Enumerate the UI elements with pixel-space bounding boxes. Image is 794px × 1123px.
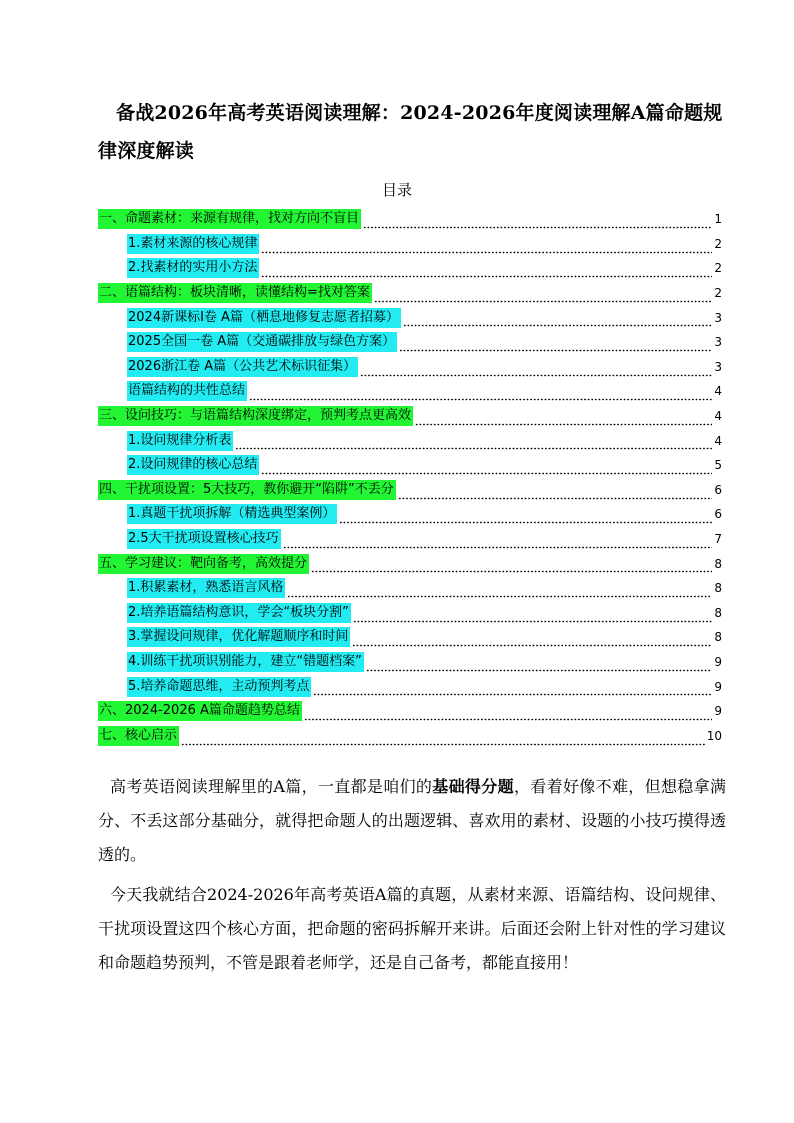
toc-entry-title[interactable]: 1.素材来源的核心规律 (127, 234, 259, 254)
toc-entry[interactable] (98, 404, 722, 429)
toc-entry-page-number: 7 (714, 532, 722, 547)
toc-entry[interactable] (98, 502, 722, 527)
toc-entry[interactable] (98, 453, 722, 478)
toc-entry-page-number: 5 (714, 458, 722, 473)
toc-entry[interactable] (98, 305, 722, 330)
toc-entry-title[interactable]: 1.真题干扰项拆解（精选典型案例） (127, 504, 337, 524)
toc-dot-leader (339, 519, 712, 527)
toc-entry-title[interactable]: 2.5大干扰项设置核心技巧 (127, 529, 281, 549)
body-text (98, 770, 726, 986)
toc-entry[interactable] (98, 379, 722, 404)
paragraph-text: 高考英语阅读理解里的A篇，一直都是咱们的 (110, 777, 433, 796)
toc-heading: 目录 (381, 181, 412, 199)
toc-entry-title[interactable]: 2.找素材的实用小方法 (127, 258, 259, 278)
toc-entry-page-number: 1 (714, 212, 722, 227)
toc-dot-leader (313, 691, 712, 699)
toc-dot-leader (352, 642, 712, 650)
toc-entry-page-number: 4 (714, 384, 722, 399)
toc-entry[interactable] (98, 625, 722, 650)
toc-dot-leader (261, 248, 712, 256)
toc-entry[interactable] (98, 650, 722, 675)
toc-entry-title[interactable]: 2025全国一卷 A篇（交通碳排放与绿色方案） (127, 332, 397, 352)
toc-entry-page-number: 8 (714, 630, 722, 645)
toc-entry-title[interactable]: 2.培养语篇结构意识，学会“板块分割” (127, 603, 351, 623)
bold-emphasis: 基础得分题 (432, 777, 514, 796)
toc-entry-title[interactable]: 1.设问规律分析表 (127, 431, 233, 451)
toc-entry-page-number: 6 (714, 507, 722, 522)
toc-entry-page-number: 8 (714, 581, 722, 596)
toc-entry-title[interactable]: 2.设问规律的核心总结 (127, 455, 259, 475)
toc-entry-title[interactable]: 三、设问技巧：与语篇结构深度绑定，预判考点更高效 (98, 406, 413, 426)
toc-entry-title[interactable]: 一、命题素材：来源有规律，找对方向不盲目 (98, 209, 361, 229)
toc-entry-page-number: 2 (714, 286, 722, 301)
toc-entry-page-number: 6 (714, 482, 722, 497)
toc-entry-page-number: 3 (714, 310, 722, 325)
toc-dot-leader (181, 740, 705, 748)
toc-dot-leader (398, 494, 713, 502)
paragraph-text: 今天我就结合2024-2026年高考英语A篇的真题，从素材来源、语篇结构、设问规律、干扰项设置这四个核心方面，把命题的密码拆解开来讲。后面还会附上针对性的学习建议和命题趋势预判，不管是跟着老师学，还是自己备考，都能直接用！ (98, 885, 726, 972)
toc-entry-title[interactable]: 2024新课标Ⅰ卷 A篇（栖息地修复志愿者招募） (127, 308, 401, 328)
toc-entry-title[interactable]: 五、学习建议：靶向备考，高效提分 (98, 554, 309, 574)
toc-entry-page-number: 2 (714, 236, 722, 251)
toc-dot-leader (261, 470, 712, 478)
toc-entry-title[interactable]: 2026浙江卷 A篇（公共艺术标识征集） (127, 357, 358, 377)
toc-entry-title[interactable]: 语篇结构的共性总结 (127, 381, 247, 401)
toc-dot-leader (403, 322, 712, 330)
toc-dot-leader (235, 445, 712, 453)
toc-entry-title[interactable]: 5.培养命题思维，主动预判考点 (127, 677, 311, 697)
toc-dot-leader (360, 371, 712, 379)
toc-entry-title[interactable]: 七、核心启示 (98, 726, 179, 746)
toc-entry[interactable] (98, 207, 722, 232)
toc-entry-title[interactable]: 四、干扰项设置：5大技巧，教你避开“陷阱”不丢分 (98, 480, 396, 500)
body-paragraph (98, 878, 726, 980)
toc-dot-leader (304, 715, 712, 723)
toc-dot-leader (249, 396, 712, 404)
toc-dot-leader (261, 273, 712, 281)
toc-dot-leader (374, 297, 712, 305)
toc-entry-page-number: 9 (714, 679, 722, 694)
toc-dot-leader (366, 666, 712, 674)
toc-dot-leader (283, 543, 713, 551)
toc-entry-page-number: 3 (714, 359, 722, 374)
toc-entry-title[interactable]: 1.积累素材，熟悉语言风格 (127, 578, 285, 598)
toc-entry[interactable] (98, 699, 722, 724)
toc-entry-title[interactable]: 二、语篇结构：板块清晰，读懂结构=找对答案 (98, 283, 372, 303)
toc-entry-page-number: 2 (714, 261, 722, 276)
toc-entry-page-number: 4 (714, 433, 722, 448)
toc-entry-page-number: 4 (714, 409, 722, 424)
toc-entry[interactable] (98, 576, 722, 601)
toc-dot-leader (353, 617, 712, 625)
toc-entry-title[interactable]: 4.训练干扰项识别能力，建立“错题档案” (127, 652, 364, 672)
toc-entry-page-number: 8 (714, 605, 722, 620)
document-title: 备战2026年高考英语阅读理解：2024-2026年度阅读理解A篇命题规律深度解读 (98, 102, 723, 162)
table-of-contents (98, 207, 722, 748)
toc-entry[interactable] (98, 674, 722, 699)
toc-dot-leader (287, 593, 712, 601)
body-paragraph (98, 770, 726, 872)
toc-entry[interactable] (98, 232, 722, 257)
toc-entry-page-number: 10 (706, 728, 722, 743)
paragraph-text: ，看着好像不难，但想稳拿满分、不丢这部分基础分，就得把命题人的出题逻辑、喜欢用的素材、设题的小技巧摸得透透的。 (98, 777, 726, 864)
toc-entry-page-number: 8 (714, 556, 722, 571)
toc-entry[interactable] (98, 723, 722, 748)
toc-dot-leader (399, 347, 712, 355)
toc-entry[interactable] (98, 256, 722, 281)
toc-entry[interactable] (98, 428, 722, 453)
toc-entry-title[interactable]: 六、2024-2026 A篇命题趋势总结 (98, 701, 302, 721)
toc-entry[interactable] (98, 281, 722, 306)
toc-dot-leader (415, 420, 712, 428)
toc-entry[interactable] (98, 330, 722, 355)
toc-entry[interactable] (98, 601, 722, 626)
toc-entry[interactable] (98, 551, 722, 576)
toc-entry[interactable] (98, 355, 722, 380)
toc-dot-leader (363, 224, 712, 232)
toc-entry[interactable] (98, 478, 722, 503)
toc-dot-leader (311, 568, 712, 576)
toc-entry[interactable] (98, 527, 722, 552)
toc-entry-page-number: 9 (714, 654, 722, 669)
toc-entry-page-number: 3 (714, 335, 722, 350)
toc-entry-title[interactable]: 3.掌握设问规律，优化解题顺序和时间 (127, 627, 350, 647)
toc-entry-page-number: 9 (714, 704, 722, 719)
